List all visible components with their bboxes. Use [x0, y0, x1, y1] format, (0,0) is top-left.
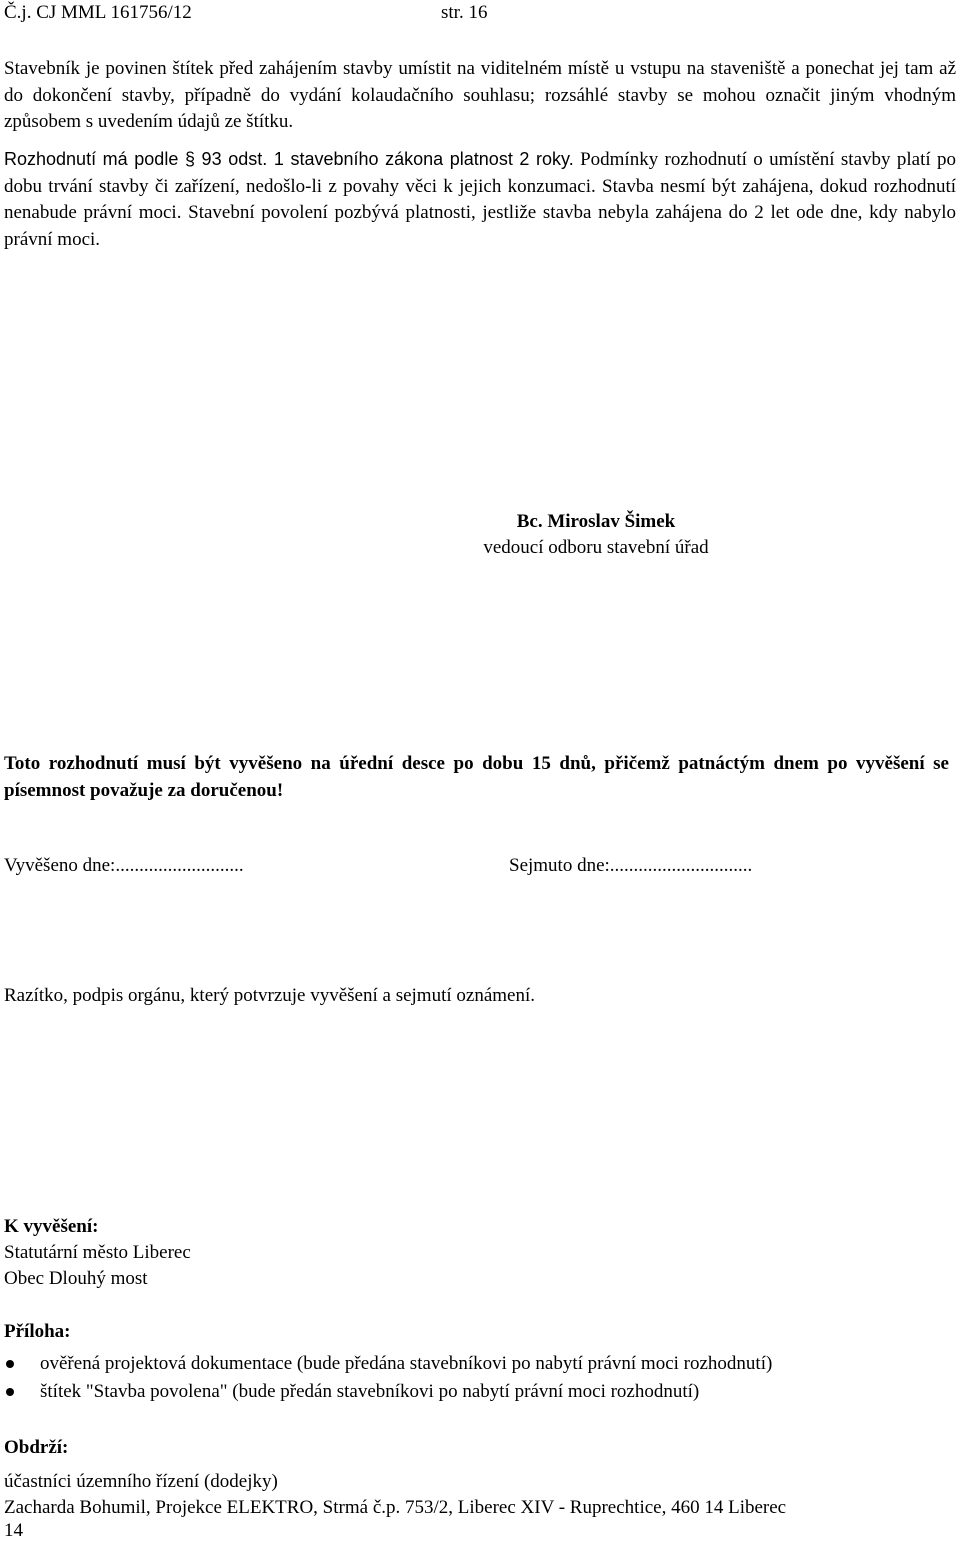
posting-place-item: Obec Dlouhý most — [4, 1268, 148, 1289]
recipient-item: účastníci územního řízení (dodejky) — [4, 1471, 278, 1492]
conditions-statement: Podmínky rozhodnutí o umístění stavby platí po dobu trvání stavby či zařízení, nedošlo-li z povahy věci k jejich konzumaci. Stavba nesmí být zahájena, dokud rozhodnutí nenabude právní moci. Stavební povolení pozbývá platnosti, jestliže stavba nebyla zahájena do 2 let ode dne, kdy nabylo právní moci. — [4, 149, 956, 250]
posting-place-item: Statutární město Liberec — [4, 1242, 191, 1263]
posting-places-heading: K vyvěšení: — [4, 1216, 99, 1237]
reference-number: Č.j. CJ MML 161756/12 — [4, 2, 192, 23]
paragraph-site-sign: Stavebník je povinen štítek před zahájením stavby umístit na viditelném místě u vstupu na staveniště a ponechat jej tam až do dokončení stavby, případně do vydání kolaudačního souhlasu; rozsáhlé stavby se mohou označit jiným vhodným způsobem s uvedením údajů ze štítku. — [4, 58, 956, 132]
attachment-text: ověřená projektová dokumentace (bude předána stavebníkovi po nabytí právní moci rozhodnutí) — [40, 1353, 773, 1374]
recipient-item: 14 — [4, 1520, 23, 1541]
removed-date-field: Sejmuto dne:.............................. — [509, 855, 753, 876]
attachments-heading: Příloha: — [4, 1321, 71, 1342]
posted-date-field: Vyvěšeno dne:........................... — [4, 855, 244, 876]
bullet-icon — [6, 1360, 14, 1368]
attachment-text: štítek "Stavba povolena" (bude předán stavebníkovi po nabytí právní moci rozhodnutí) — [40, 1381, 700, 1402]
recipient-item: Zacharda Bohumil, Projekce ELEKTRO, Strmá č.p. 753/2, Liberec XIV - Ruprechtice, 460 14 Liberec — [4, 1497, 787, 1518]
bullet-icon — [6, 1388, 14, 1396]
signatory-name: Bc. Miroslav Šimek — [516, 511, 676, 532]
stamp-instruction: Razítko, podpis orgánu, který potvrzuje vyvěšení a sejmutí oznámení. — [4, 985, 535, 1006]
paragraph-validity — [4, 146, 956, 253]
recipients-heading: Obdrží: — [4, 1437, 69, 1458]
page-number: str. 16 — [441, 2, 488, 23]
validity-statement: Rozhodnutí má podle § 93 odst. 1 stavebního zákona platnost 2 roky. — [4, 149, 574, 169]
posting-notice: Toto rozhodnutí musí být vyvěšeno na úřední desce po dobu 15 dnů, přičemž patnáctým dnem po vyvěšení se písemnost považuje za doručenou! — [4, 753, 949, 801]
signatory-role: vedoucí odboru stavební úřad — [483, 537, 709, 558]
